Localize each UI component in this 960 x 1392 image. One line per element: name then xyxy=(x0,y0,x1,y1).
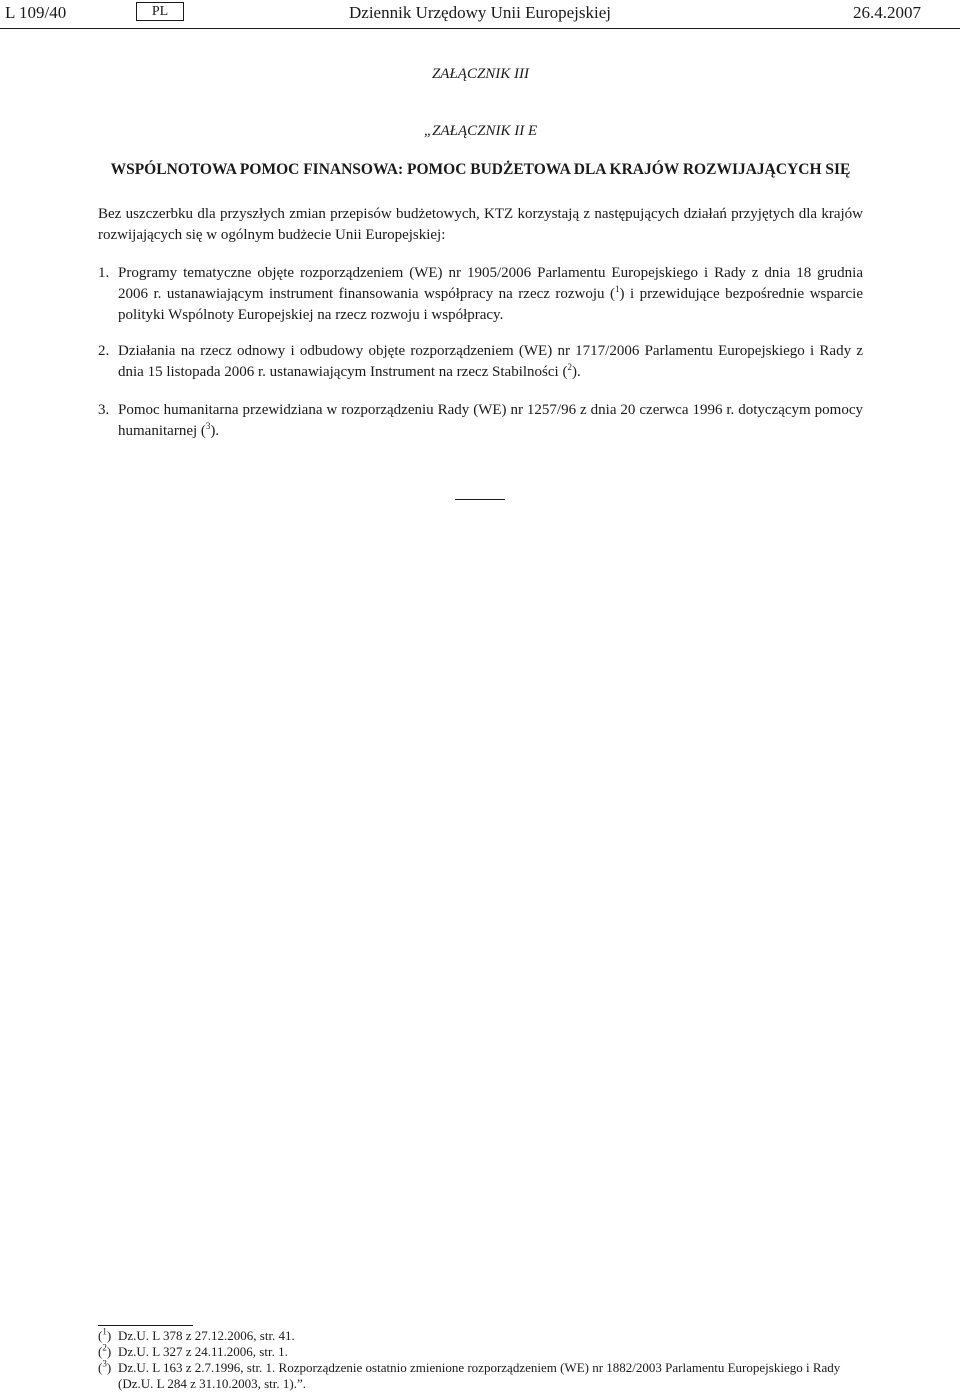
footnote xyxy=(98,1344,863,1360)
list-item-text: Programy tematyczne objęte rozporządzeniem (WE) nr 1905/2006 Parlamentu Europejskiego i Rady z dnia 18 grudnia 2006 r. ustanawiającym instrument finansowania współpracy na rzecz rozwoju ($^1$) i przewidujące bezpośrednie wsparcie polityki Wspólnoty Europejskiej na rzecz rozwoju i współpracy. xyxy=(118,265,863,323)
header-divider xyxy=(0,28,960,29)
list-item-text: Pomoc humanitarna przewidziana w rozporządzeniu Rady (WE) nr 1257/96 z dnia 20 czerwca 1996 r. dotyczącym pomocy humanitarnej ($^3$). xyxy=(118,402,863,439)
footnote-ref[interactable]: 3 xyxy=(205,421,211,431)
footnote-mark: ($^1$) xyxy=(98,1326,112,1343)
list-item xyxy=(98,263,863,326)
language-badge: PL xyxy=(136,2,184,21)
annex-sub-heading: „ZAŁĄCZNIK II E xyxy=(423,123,538,139)
footnote xyxy=(98,1360,863,1392)
journal-title: Dziennik Urzędowy Unii Europejskiej xyxy=(349,3,612,22)
footnote-text: Dz.U. L 327 z 24.11.2006, str. 1. xyxy=(118,1344,288,1359)
footnote-text: Dz.U. L 163 z 2.7.1996, str. 1. Rozporządzenie ostatnio zmienione rozporządzeniem (WE) nr 1882/2003 Parlamentu Europejskiego i Rady (Dz.U. L 284 z 31.10.2003, str. 1).”. xyxy=(118,1360,841,1391)
page-reference: L 109/40 xyxy=(5,3,67,22)
footnote-text: Dz.U. L 378 z 27.12.2006, str. 41. xyxy=(118,1328,295,1343)
footnote-mark: ($^2$) xyxy=(98,1342,112,1359)
list-item-number: 2. xyxy=(98,343,110,359)
list-item-number: 1. xyxy=(98,265,110,281)
footnote-divider xyxy=(98,1325,193,1326)
publication-date: 26.4.2007 xyxy=(853,3,921,22)
footnote-ref[interactable]: 1 xyxy=(615,284,620,294)
annex-heading: ZAŁĄCZNIK III xyxy=(431,66,530,82)
list-item xyxy=(98,341,863,383)
footnote-mark: ($^3$) xyxy=(98,1358,112,1375)
list-item-number: 3. xyxy=(98,402,110,418)
intro-paragraph: Bez uszczerbku dla przyszłych zmian przepisów budżetowych, KTZ korzystają z następujących działań przyjętych dla krajów rozwijających się w ogólnym budżecie Unii Europejskiej: xyxy=(98,206,863,243)
list-item xyxy=(98,400,863,442)
page-header xyxy=(0,0,960,29)
annex-title: WSPÓLNOTOWA POMOC FINANSOWA: POMOC BUDŻETOWA DLA KRAJÓW ROZWIJAJĄCYCH SIĘ xyxy=(110,161,851,178)
footnote xyxy=(98,1328,863,1344)
section-separator xyxy=(455,499,505,500)
list-item-text: Działania na rzecz odnowy i odbudowy objęte rozporządzeniem (WE) nr 1717/2006 Parlamentu Europejskiego i Rady z dnia 15 listopada 2006 r. ustanawiającym Instrument na rzecz Stabilności ($^2$). xyxy=(118,343,863,380)
footnote-ref[interactable]: 2 xyxy=(567,362,572,372)
